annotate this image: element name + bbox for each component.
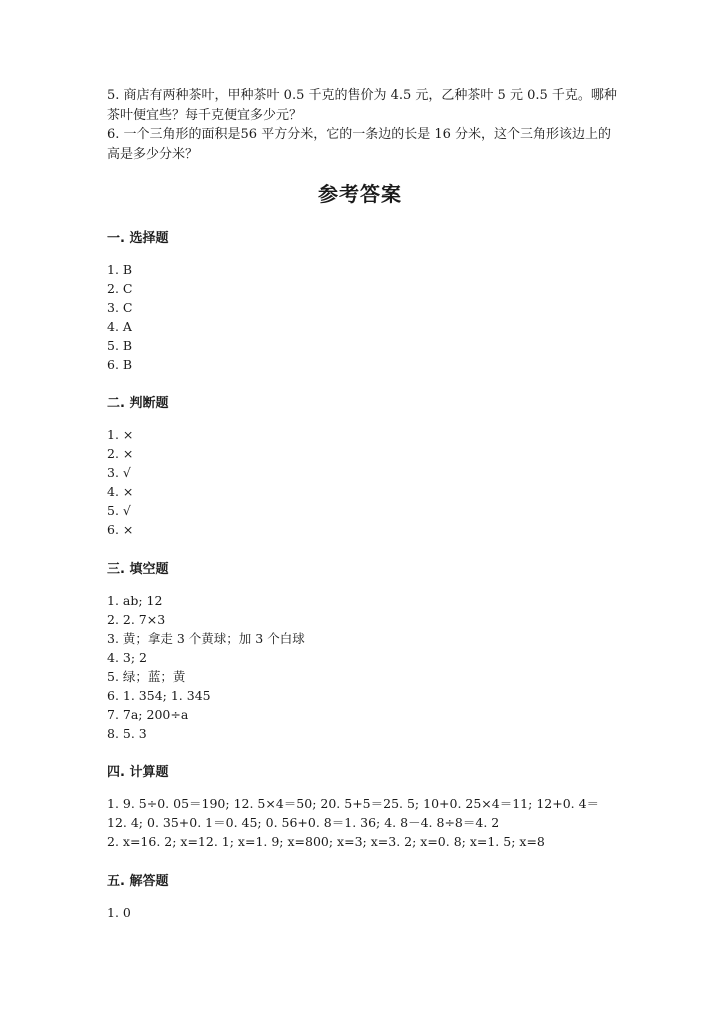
list-item: 4. 3; 2 bbox=[107, 650, 147, 665]
question-block bbox=[107, 86, 617, 164]
list-item: 1. 0 bbox=[107, 905, 131, 920]
list-item: 1. B bbox=[107, 262, 133, 277]
list-item: 3. C bbox=[107, 300, 133, 315]
list-item: 7. 7a; 200÷a bbox=[107, 707, 189, 722]
list-item: 3. 黄；拿走 3 个黄球；加 3 个白球 bbox=[107, 631, 305, 646]
section-heading-choice: 一. 选择题 bbox=[107, 231, 169, 246]
list-item: 5. 绿；蓝；黄 bbox=[107, 669, 186, 684]
list-item: 6. 1. 354; 1. 345 bbox=[107, 688, 211, 703]
list-item: 6. B bbox=[107, 357, 133, 372]
calc-answer-list bbox=[107, 794, 617, 851]
list-item: 5. B bbox=[107, 338, 133, 353]
fill-answer-list bbox=[107, 591, 617, 743]
list-item: 2. C bbox=[107, 281, 133, 296]
list-item: 2. × bbox=[107, 446, 134, 461]
judge-answer-list bbox=[107, 425, 617, 539]
list-item: 6. × bbox=[107, 522, 134, 537]
section-heading-judge: 二. 判断题 bbox=[107, 396, 169, 411]
choice-answer-list bbox=[107, 260, 617, 374]
section-heading-fill: 三. 填空题 bbox=[107, 562, 169, 577]
list-item: 5. √ bbox=[107, 503, 131, 518]
list-item: 4. × bbox=[107, 484, 134, 499]
section-heading-calc: 四. 计算题 bbox=[107, 765, 169, 780]
list-item: 3. √ bbox=[107, 465, 131, 480]
list-item: 1. ab; 12 bbox=[107, 593, 163, 608]
list-item: 4. A bbox=[107, 319, 132, 334]
list-item: 1. × bbox=[107, 427, 134, 442]
question-6: 6. 一个三角形的面积是56 平方分米，它的一条边的长是 16 分米，这个三角形该边上的高是多少分米？ bbox=[107, 127, 612, 162]
answer-title: 参考答案 bbox=[318, 182, 402, 206]
question-5: 5. 商店有两种茶叶，甲种茶叶 0.5 千克的售价为 4.5 元，乙种茶叶 5 元 0.5 千克。哪种茶叶便宜些？每千克便宜多少元？ bbox=[107, 88, 617, 123]
list-item: 2. 2. 7×3 bbox=[107, 612, 166, 627]
solve-answer-list bbox=[107, 903, 617, 922]
list-item: 8. 5. 3 bbox=[107, 726, 147, 741]
list-item: 2. x=16. 2; x=12. 1; x=1. 9; x=800; x=3; x=3. 2; x=0. 8; x=1. 5; x=8 bbox=[107, 834, 545, 849]
list-item: 1. 9. 5÷0. 05＝190; 12. 5×4＝50; 20. 5+5＝25. 5; 10+0. 25×4＝11; 12+0. 4＝12. 4; 0. 35+0. 1＝0. 45; 0. 56+0. 8＝1. 36; 4. 8－4. 8÷8＝4. 2 bbox=[107, 796, 600, 830]
section-heading-solve: 五. 解答题 bbox=[107, 874, 169, 889]
